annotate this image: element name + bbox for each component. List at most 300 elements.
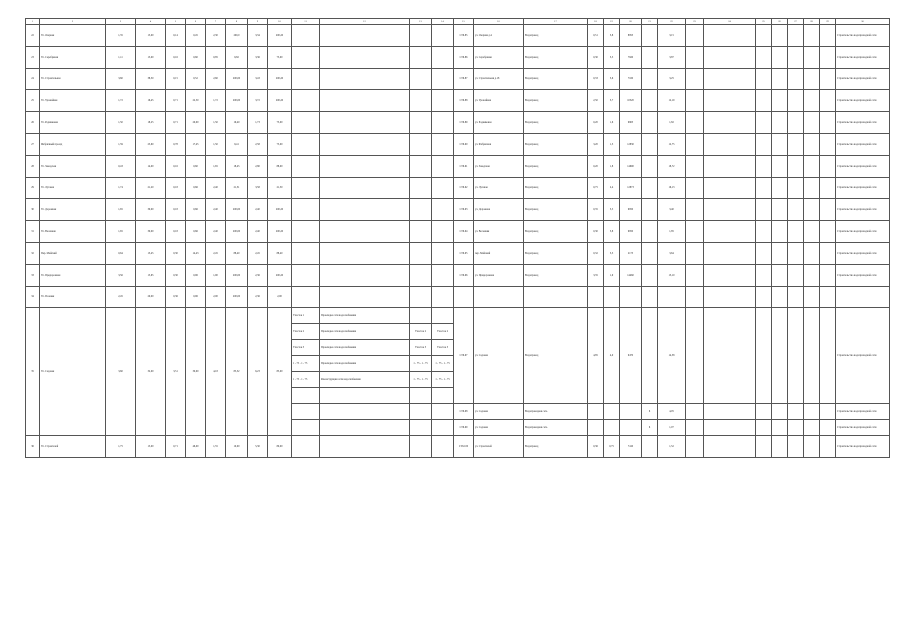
empty-cell — [820, 177, 836, 199]
value-c6: 0,45 — [186, 25, 206, 47]
empty-cell — [686, 420, 704, 436]
value-c6: 0,66 — [186, 177, 206, 199]
empty-cell — [410, 25, 432, 47]
empty-cell — [686, 133, 704, 155]
empty-cell — [788, 308, 804, 404]
empty-cell — [432, 90, 454, 112]
value-c5: 0,78 — [166, 133, 186, 155]
value-c5: 0,18 — [166, 221, 186, 243]
empty-cell — [410, 90, 432, 112]
value-c6: 20,00 — [186, 112, 206, 134]
object-code — [454, 286, 474, 308]
empty-cell — [804, 133, 820, 155]
street-name: Ул. Садовая — [40, 308, 106, 436]
empty-cell — [804, 404, 820, 420]
value-c6: 22,50 — [186, 90, 206, 112]
empty-cell — [820, 199, 836, 221]
empty-cell — [804, 155, 820, 177]
value-c4: 13,45 — [136, 242, 166, 264]
value-c22: 18,72 — [658, 155, 686, 177]
value-c8: 200,00 — [226, 90, 248, 112]
value-c6: 0,66 — [186, 221, 206, 243]
value-c20: 14460 — [620, 264, 642, 286]
empty-cell — [686, 155, 704, 177]
object-code: СТ6.93 — [454, 199, 474, 221]
value-c22 — [658, 286, 686, 308]
value-c10: 200,20 — [268, 199, 292, 221]
value-c22: 3,87 — [658, 46, 686, 68]
value-c18: 3,35 — [588, 264, 604, 286]
value-c10: 2,00 — [268, 286, 292, 308]
value-c22: 1,07 — [658, 420, 686, 436]
measure-note: Строительство водопроводной сети — [836, 133, 890, 155]
column-number-header: 13 — [410, 19, 432, 25]
object-kind: Водопровод — [524, 133, 588, 155]
street-name: Ул. Родниковая — [40, 112, 106, 134]
empty-cell — [410, 242, 432, 264]
empty-cell — [432, 133, 454, 155]
street-name: Ул. Заводская — [40, 155, 106, 177]
value-c20: 7920 — [620, 46, 642, 68]
column-number-header: 6 — [186, 19, 206, 25]
value-c8: 200,0 — [226, 25, 248, 47]
empty-cell — [756, 46, 772, 68]
value-c20: 12873 — [620, 177, 642, 199]
object-code: СТ6.91 — [454, 155, 474, 177]
value-c18 — [588, 286, 604, 308]
measure-note: Строительство водопроводной сети — [836, 404, 890, 420]
value-c3: 1,35 — [106, 25, 136, 47]
empty-cell — [788, 286, 804, 308]
value-c4: 38,30 — [136, 68, 166, 90]
value-c8: 9,82 — [226, 46, 248, 68]
value-c22: 13,10 — [658, 264, 686, 286]
empty-cell — [320, 404, 410, 420]
value-c7: 2,00 — [206, 286, 226, 308]
value-c5: 0,16 — [166, 155, 186, 177]
value-c19: 3,6 — [604, 68, 620, 90]
measure-note — [836, 286, 890, 308]
column-number-header: 7 — [206, 19, 226, 25]
empty-cell — [432, 242, 454, 264]
value-c5: 0,15 — [166, 68, 186, 90]
object-address: ул. Урожайная — [474, 90, 524, 112]
object-code: СТ6.88 — [454, 90, 474, 112]
empty-cell — [820, 112, 836, 134]
empty-cell — [788, 420, 804, 436]
section-label: 1 - 75 - 1 - 75 — [292, 372, 320, 388]
empty-cell — [642, 68, 658, 90]
value-c10: 200,20 — [268, 68, 292, 90]
value-c21: 6 — [642, 404, 658, 420]
value-c10: 85,00 — [268, 308, 292, 436]
value-c20: 10320 — [620, 90, 642, 112]
section-ref-b: Участок 3 — [432, 340, 454, 356]
value-c6: 17,45 — [186, 133, 206, 155]
row-number: 34 — [26, 286, 40, 308]
empty-cell — [642, 242, 658, 264]
value-c18: 0,30 — [588, 46, 604, 68]
value-c9: 5,30 — [248, 436, 268, 458]
section-ref-a: Участок 3 — [410, 340, 432, 356]
empty-cell — [410, 199, 432, 221]
empty-cell — [820, 242, 836, 264]
empty-cell — [704, 242, 756, 264]
empty-cell — [432, 199, 454, 221]
empty-cell — [642, 155, 658, 177]
empty-cell — [772, 404, 788, 420]
empty-cell — [704, 404, 756, 420]
empty-cell — [320, 112, 410, 134]
value-c22: 12,19 — [658, 90, 686, 112]
empty-cell — [432, 68, 454, 90]
section-label: 1 - 75 - 1 - 75 — [292, 356, 320, 372]
value-c4: 30,00 — [136, 199, 166, 221]
column-number-header: 15 — [454, 19, 474, 25]
section-description: Реконструкция сети водоснабжения — [320, 372, 410, 388]
value-c4: 16,45 — [136, 90, 166, 112]
empty-cell — [804, 68, 820, 90]
empty-cell — [686, 308, 704, 404]
empty-cell — [772, 25, 788, 47]
value-c19: 3,5 — [604, 199, 620, 221]
measure-note: Строительство водопроводной сети — [836, 308, 890, 404]
measure-note: Строительство водопроводной сети — [836, 420, 890, 436]
section-description: Прокладка сети водоснабжения — [320, 308, 410, 324]
value-c20: 9950 — [620, 221, 642, 243]
empty-cell — [320, 420, 410, 436]
empty-cell — [820, 404, 836, 420]
value-c9: 2,40 — [248, 221, 268, 243]
value-c8: 85,32 — [226, 308, 248, 436]
empty-cell — [320, 436, 410, 458]
value-c9: 2,36 — [248, 286, 268, 308]
row-number: 22 — [26, 25, 40, 47]
empty-cell — [604, 420, 620, 436]
value-c19: 3,7 — [604, 90, 620, 112]
value-c6: 46,00 — [186, 436, 206, 458]
value-c22: 3,15 — [658, 25, 686, 47]
street-name: Ул. Строительная — [40, 68, 106, 90]
empty-cell — [410, 404, 432, 420]
value-c5: 0,30 — [166, 242, 186, 264]
value-c22: 12,75 — [658, 133, 686, 155]
value-c20: 7160 — [620, 68, 642, 90]
empty-cell — [432, 264, 454, 286]
value-c5: 0,71 — [166, 90, 186, 112]
value-c22: 1,52 — [658, 436, 686, 458]
value-c20: 9950 — [620, 199, 642, 221]
row-number: 35 — [26, 308, 40, 436]
empty-cell — [804, 436, 820, 458]
value-c6: 14,43 — [186, 242, 206, 264]
row-number: 33 — [26, 264, 40, 286]
empty-cell — [686, 404, 704, 420]
object-code: СТ6.92 — [454, 177, 474, 199]
value-c7: 2,30 — [206, 25, 226, 47]
column-number-header: 20 — [620, 19, 642, 25]
empty-cell — [772, 90, 788, 112]
value-c7: 2,40 — [206, 199, 226, 221]
empty-cell — [410, 68, 432, 90]
value-c7: 2,45 — [206, 242, 226, 264]
empty-cell — [432, 46, 454, 68]
empty-cell — [804, 242, 820, 264]
empty-cell — [756, 133, 772, 155]
empty-cell — [686, 264, 704, 286]
value-c9: 3,43 — [248, 68, 268, 90]
column-number-header: 4 — [136, 19, 166, 25]
empty-cell — [642, 25, 658, 47]
value-c18: 3,20 — [588, 133, 604, 155]
infrastructure-table — [25, 18, 890, 458]
empty-cell — [686, 112, 704, 134]
value-c22: 1,82 — [658, 112, 686, 134]
empty-cell — [804, 286, 820, 308]
value-c10: 88,00 — [268, 155, 292, 177]
empty-cell — [704, 308, 756, 404]
empty-cell — [320, 199, 410, 221]
section-ref-b — [432, 308, 454, 324]
empty-cell — [772, 112, 788, 134]
empty-cell — [788, 221, 804, 243]
empty-cell — [320, 221, 410, 243]
empty-cell — [686, 221, 704, 243]
object-kind: Водопровод — [524, 25, 588, 47]
empty-cell — [620, 404, 642, 420]
empty-cell — [320, 264, 410, 286]
column-number-header: 28 — [804, 19, 820, 25]
value-c20: 9470 — [620, 308, 642, 404]
empty-cell — [432, 112, 454, 134]
empty-cell — [788, 90, 804, 112]
value-c5: 0,14 — [166, 25, 186, 47]
value-c5: 0,71 — [166, 112, 186, 134]
object-code: СТ6.100 — [454, 436, 474, 458]
empty-cell — [410, 436, 432, 458]
empty-cell — [772, 155, 788, 177]
empty-cell — [292, 436, 320, 458]
empty-cell — [804, 112, 820, 134]
column-number-header: 9 — [248, 19, 268, 25]
value-c7: 2,40 — [206, 221, 226, 243]
empty-cell — [820, 46, 836, 68]
empty-cell — [704, 286, 756, 308]
empty-cell — [804, 199, 820, 221]
value-c18: 0,51 — [588, 25, 604, 47]
value-c22: 3,40 — [658, 199, 686, 221]
measure-note: Строительство водопроводной сети — [836, 46, 890, 68]
column-number-header: 18 — [588, 19, 604, 25]
table-row — [26, 112, 890, 134]
value-c3: 1,50 — [106, 112, 136, 134]
empty-cell — [320, 46, 410, 68]
object-kind: Водопровод — [524, 221, 588, 243]
table-row — [26, 90, 890, 112]
empty-cell — [788, 133, 804, 155]
street-name: Ул. Придорожная — [40, 264, 106, 286]
value-c19: 3,8 — [604, 25, 620, 47]
empty-cell — [642, 46, 658, 68]
empty-cell — [804, 25, 820, 47]
value-c19: 3,5 — [604, 46, 620, 68]
object-address: ул. Строительная д.18 — [474, 68, 524, 90]
value-c18: 2,50 — [588, 90, 604, 112]
row-number: 27 — [26, 133, 40, 155]
value-c20: 12830 — [620, 133, 642, 155]
object-kind: Водопровод — [524, 199, 588, 221]
empty-cell — [432, 436, 454, 458]
value-c20: 8853 — [620, 25, 642, 47]
object-code: СТ6.85 — [454, 25, 474, 47]
street-name: Ул. Озерная — [40, 25, 106, 47]
table-row — [26, 199, 890, 221]
value-c5: 0,18 — [166, 177, 186, 199]
empty-cell — [820, 436, 836, 458]
empty-cell — [704, 90, 756, 112]
empty-cell — [820, 308, 836, 404]
value-c3: 1,59 — [106, 133, 136, 155]
object-address: ул. Весенняя — [474, 221, 524, 243]
empty-cell — [704, 199, 756, 221]
object-address: ул. Дорожная — [474, 199, 524, 221]
value-c8: 200,00 — [226, 68, 248, 90]
empty-cell — [686, 177, 704, 199]
row-number: 23 — [26, 46, 40, 68]
value-c20: 9903 — [620, 112, 642, 134]
empty-cell — [704, 436, 756, 458]
empty-cell — [432, 221, 454, 243]
empty-cell — [756, 90, 772, 112]
column-number-header: 24 — [704, 19, 756, 25]
value-c3: 3,60 — [106, 68, 136, 90]
value-c6: 0,96 — [186, 286, 206, 308]
empty-cell — [432, 286, 454, 308]
column-number-header: 2 — [40, 19, 106, 25]
object-kind: Водопровод — [524, 264, 588, 286]
empty-cell — [820, 420, 836, 436]
table-row — [26, 68, 890, 90]
empty-cell — [410, 264, 432, 286]
empty-cell — [292, 242, 320, 264]
section-ref-b: 1 - 75 - 1 - 75 — [432, 356, 454, 372]
column-number-header: 22 — [658, 19, 686, 25]
column-number-header: 5 — [166, 19, 186, 25]
street-name: Ул. Дорожная — [40, 199, 106, 221]
value-c4: 15,00 — [136, 436, 166, 458]
empty-cell — [704, 155, 756, 177]
empty-cell — [642, 112, 658, 134]
value-c9: 3,36 — [248, 46, 268, 68]
object-kind: Водопровод — [524, 242, 588, 264]
empty-cell — [432, 155, 454, 177]
row-number: 26 — [26, 112, 40, 134]
value-c8: 200,00 — [226, 286, 248, 308]
value-c9: 6,23 — [248, 308, 268, 436]
value-c9: 2,36 — [248, 264, 268, 286]
empty-cell — [820, 286, 836, 308]
column-number-header: 3 — [106, 19, 136, 25]
object-code: СТ6.86 — [454, 46, 474, 68]
street-name: Пер. Майский — [40, 242, 106, 264]
empty-cell — [686, 90, 704, 112]
empty-cell — [772, 436, 788, 458]
empty-cell — [604, 404, 620, 420]
column-number-header: 12 — [320, 19, 410, 25]
value-c10: 200,20 — [268, 264, 292, 286]
value-c18: 0,30 — [588, 221, 604, 243]
empty-cell — [804, 177, 820, 199]
value-c7: 1,65 — [206, 155, 226, 177]
value-c18: 0,33 — [588, 68, 604, 90]
value-c9: 2,80 — [248, 155, 268, 177]
value-c7: 2,60 — [206, 68, 226, 90]
empty-cell — [320, 90, 410, 112]
value-c3: 1,65 — [106, 221, 136, 243]
object-address: ул. Садовая — [474, 308, 524, 404]
value-c9: 2,40 — [248, 199, 268, 221]
value-c9: 2,45 — [248, 242, 268, 264]
empty-cell — [588, 404, 604, 420]
object-kind: Водопровод — [524, 68, 588, 90]
section-label: Участок 1 — [292, 308, 320, 324]
value-c19 — [604, 286, 620, 308]
empty-cell — [432, 25, 454, 47]
empty-cell — [704, 112, 756, 134]
measure-note: Строительство водопроводной сети — [836, 155, 890, 177]
measure-note: Строительство водопроводной сети — [836, 25, 890, 47]
value-c4: 15,00 — [136, 46, 166, 68]
value-c4: 25,60 — [136, 133, 166, 155]
value-c3: 1,75 — [106, 436, 136, 458]
empty-cell — [820, 68, 836, 90]
empty-cell — [820, 264, 836, 286]
object-code: СТ6.98 — [454, 404, 474, 420]
empty-cell — [772, 242, 788, 264]
table-row — [26, 155, 890, 177]
value-c10: 75,00 — [268, 112, 292, 134]
value-c18: 0,20 — [588, 112, 604, 134]
object-code: СТ6.87 — [454, 68, 474, 90]
value-c6: 0,60 — [186, 46, 206, 68]
section-description: Прокладка сети водоснабжения — [320, 356, 410, 372]
object-code: СТ6.96 — [454, 264, 474, 286]
empty-cell — [320, 177, 410, 199]
value-c7: 4,18 — [206, 308, 226, 436]
value-c8: 88,40 — [226, 242, 248, 264]
street-name: Ул. Серебряная — [40, 46, 106, 68]
empty-cell — [756, 436, 772, 458]
section-ref-a: 1 - 75 - 1 - 75 — [410, 356, 432, 372]
empty-cell — [686, 436, 704, 458]
value-c3: 0,64 — [106, 242, 136, 264]
empty-cell — [410, 286, 432, 308]
value-c4: 18,25 — [136, 112, 166, 134]
table-row — [26, 25, 890, 47]
table-row — [26, 46, 890, 68]
empty-cell — [756, 420, 772, 436]
object-address: ул. Строителей — [474, 436, 524, 458]
table-row — [26, 133, 890, 155]
empty-cell — [756, 264, 772, 286]
object-address: ул. Родниковая — [474, 112, 524, 134]
section-description: Прокладка сети водоснабжения — [320, 340, 410, 356]
empty-cell — [772, 264, 788, 286]
empty-cell — [804, 221, 820, 243]
empty-cell — [686, 46, 704, 68]
value-c3: 1,11 — [106, 46, 136, 68]
value-c8: 10,00 — [226, 436, 248, 458]
